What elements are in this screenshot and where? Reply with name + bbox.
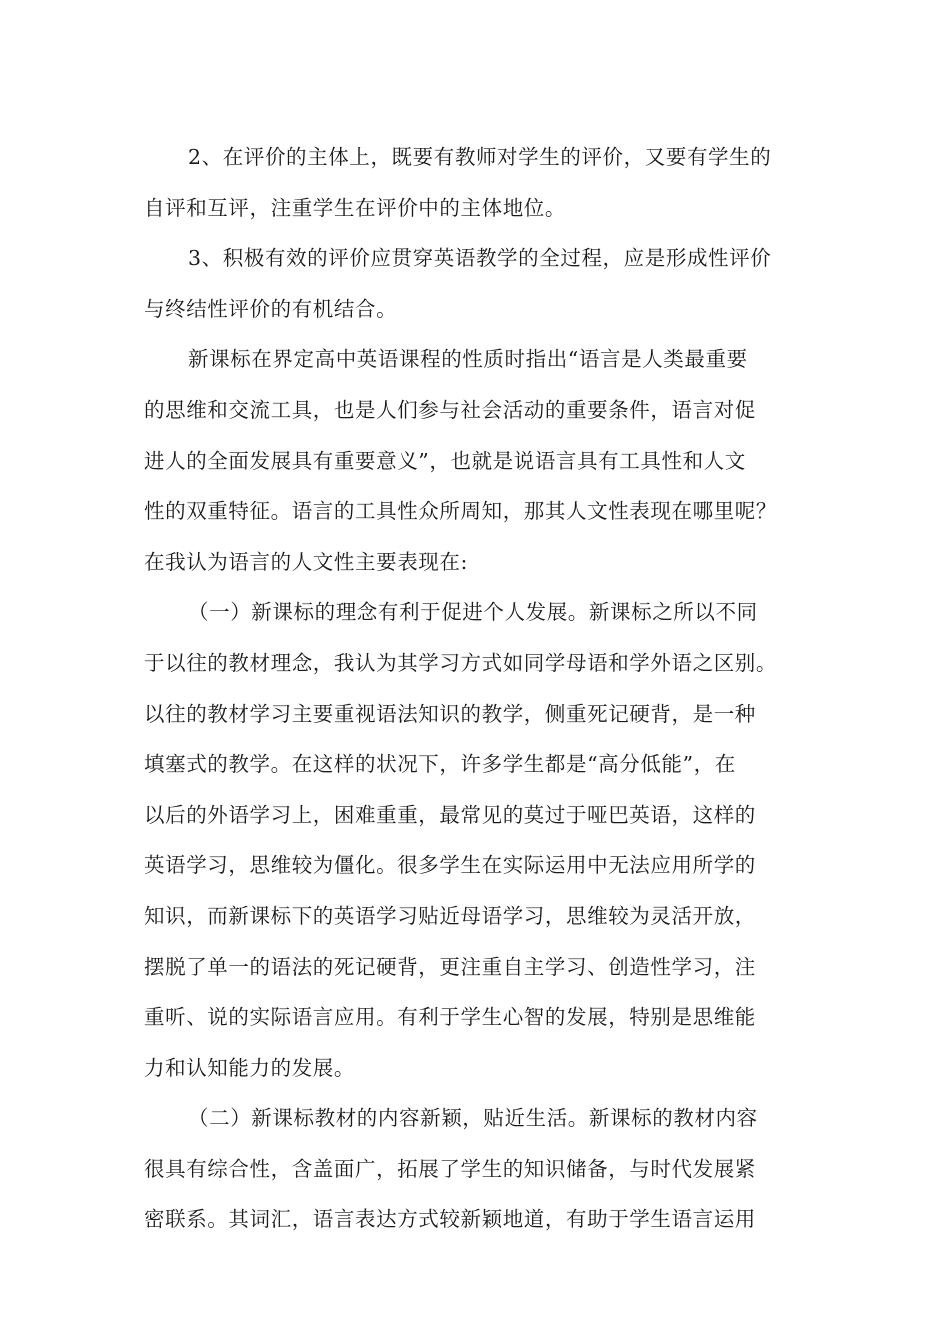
text-line: 性的双重特征。语言的工具性众所周知，那其人文性表现在哪里呢？ [144, 499, 777, 524]
text-line: （二）新课标教材的内容新颖，贴近生活。新课标的教材内容 [188, 1106, 758, 1131]
text-line: 摆脱了单一的语法的死记硬背，更注重自主学习、创造性学习，注 [144, 954, 756, 979]
text-line: 力和认知能力的发展。 [144, 1055, 355, 1080]
text-line: 与终结性评价的有机结合。 [144, 296, 398, 321]
text-line: 重听、说的实际语言应用。有利于学生心智的发展，特别是思维能 [144, 1005, 756, 1030]
text-line: 知识，而新课标下的英语学习贴近母语学习，思维较为灵活开放， [144, 903, 756, 928]
text-line: 以后的外语学习上，困难重重，最常见的莫过于哑巴英语，这样的 [144, 802, 756, 827]
text-line: 新课标在界定高中英语课程的性质时指出“语言是人类最重要 [188, 347, 748, 372]
text-line: 填塞式的教学。在这样的状况下，许多学生都是“高分低能”，在 [144, 752, 736, 777]
text-line: 3、积极有效的评价应贯穿英语教学的全过程，应是形成性评价 [188, 246, 772, 271]
text-line: 进人的全面发展具有重要意义”，也就是说语言具有工具性和人文 [144, 448, 746, 473]
text-line: 于以往的教材理念，我认为其学习方式如同学母语和学外语之区别。 [144, 650, 777, 675]
text-line: 很具有综合性，含盖面广，拓展了学生的知识储备，与时代发展紧 [144, 1156, 756, 1181]
text-line: 英语学习，思维较为僵化。很多学生在实际运用中无法应用所学的 [144, 853, 756, 878]
document-body [144, 132, 809, 1245]
text-line: 在我认为语言的人文性主要表现在: [144, 549, 469, 574]
text-line: 以往的教材学习主要重视语法知识的教学，侧重死记硬背，是一种 [144, 701, 756, 726]
text-line: 2、在评价的主体上，既要有教师对学生的评价，又要有学生的 [188, 145, 772, 169]
text-line: （一）新课标的理念有利于促进个人发展。新课标之所以不同 [188, 600, 758, 625]
text-line: 密联系。其词汇，语言表达方式较新颖地道，有助于学生语言运用 [144, 1207, 756, 1232]
text-line: 的思维和交流工具，也是人们参与社会活动的重要条件，语言对促 [144, 397, 756, 422]
text-line: 自评和互评，注重学生在评价中的主体地位。 [144, 195, 566, 220]
